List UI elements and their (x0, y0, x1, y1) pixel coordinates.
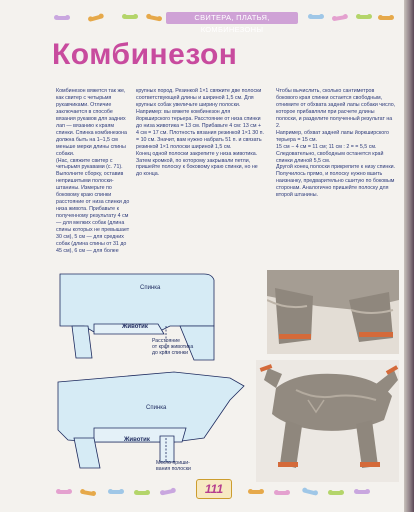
page-number: 111 (204, 482, 224, 496)
bone-icon (124, 15, 136, 19)
note-line: до края спинки (152, 350, 188, 357)
pattern-diagram (54, 262, 254, 472)
paragraph: Чтобы вычислить, сколько сантиметров бокового края спинки остается свободным, отнимите от обхвата задней лапы собаки число, которое прибавляли при расчете длины полоски, и разделите полученный результат на 2. (276, 88, 396, 129)
paragraph: Комбинезон вяжется так же, как свитер с четырьмя рукавчиками. Отличие заключается в способе вязания рукавов для задних лап — вязанию к краям спинки. Спинка комбинезона должна быть на 1–1,5 см меньше мерки длины спины собаки. (56, 88, 127, 157)
bone-icon (334, 15, 347, 21)
bone-icon (358, 15, 370, 19)
bone-icon (56, 16, 68, 20)
top-back-label: Спинка (140, 285, 161, 291)
text-column-2 (136, 88, 264, 178)
section-label: СВИТЕРА, ПЛАТЬЯ, КОМБИНЕЗОНЫ (166, 12, 298, 24)
bone-icon (276, 491, 288, 495)
bone-icon (304, 489, 317, 496)
note-line: Расстояние (152, 338, 181, 344)
paragraph: крупных пород. Резинкой 1×1 свяжите две полоски соответствующей длины и шириной 1,5 см. Для крупных собак увеличьте ширину полоски. (136, 88, 262, 108)
bottom-belly-label: Животик (124, 437, 150, 443)
bone-icon (110, 490, 122, 494)
bottom-pattern (58, 372, 244, 468)
top-belly-label: Животик (122, 324, 148, 330)
bone-icon (162, 489, 175, 495)
bottom-stitch-note (156, 460, 191, 472)
bone-icon (380, 16, 392, 20)
bottom-back-label: Спинка (146, 405, 167, 411)
bone-icon (330, 491, 342, 495)
text-column-3 (276, 88, 396, 199)
bone-icon (136, 491, 148, 495)
text-column-1 (56, 88, 132, 255)
photo-dog-jumpsuit (256, 360, 399, 482)
note-line: вания полоски (156, 466, 191, 473)
photo-knitted-sleeves (267, 270, 399, 354)
bone-icon (58, 490, 70, 494)
book-binding (404, 0, 414, 512)
page-title: Комбинезон (52, 38, 238, 71)
top-leg-front (72, 326, 92, 358)
top-measure-note (152, 338, 193, 357)
bone-icon (82, 490, 95, 496)
bone-icon (356, 490, 368, 494)
bottom-strap (160, 436, 174, 462)
bone-icon (90, 15, 103, 22)
paragraph: Конец одной полоски закрепите у низа животика. Затем кромкой, по которому закрывали петли, пришейте полоску к боковому краю спинки, но не до конца. (136, 150, 258, 178)
paragraph: Например: вы вяжете комбинезон для йоркширского терьера. Расстояние от низа спинки до низа животика = 13 см. Прибавьте 4 см: 13 см + 4 см = 17 см. Плотность вязания резинкой 1×1 30 п. = 10 см. Значит, вам нужно набрать 51 п. и связать резинкой 1×1 полоски шириной 1,5 см. (136, 108, 264, 150)
bone-icon (250, 490, 262, 494)
page-number-badge (196, 479, 232, 499)
note-line: от края животика (152, 344, 194, 351)
bottom-leg-front (74, 438, 100, 468)
paragraph: Например, обхват задней лапы йоркширского терьера = 15 см. (276, 129, 389, 143)
bone-icon (310, 15, 322, 19)
paragraph: 15 см − 4 см = 11 см; 11 см : 2 = = 5,5 см. Следовательно, свободным останется край спинки длиной 5,5 см. (276, 143, 384, 164)
bone-icon (148, 15, 161, 21)
paragraph: Другой конец полоски прикрепите к низу спинки. Получилось прямо, и полоску нужно вшить наизнанку, предварительно сшитую по боковым сторонам. Аналогично пришейте полоску для второй штанины. (276, 164, 396, 199)
paragraph: (Нас, свяжите свитер с четырьмя рукавами (с. 71). Выполните сборку, оставив непришитыми полоски-штанины. Измерьте по боковому краю спинки расстояние от низа спинки до низа живота. Прибавьте к полученному результату 4 см — для мелких собак (длина спины которых не превышает 30 см), 5 см — для средних собак (длина спины от 31 до 45 см), 6 см — для более (56, 157, 130, 254)
note-line: Место приши- (156, 460, 190, 466)
